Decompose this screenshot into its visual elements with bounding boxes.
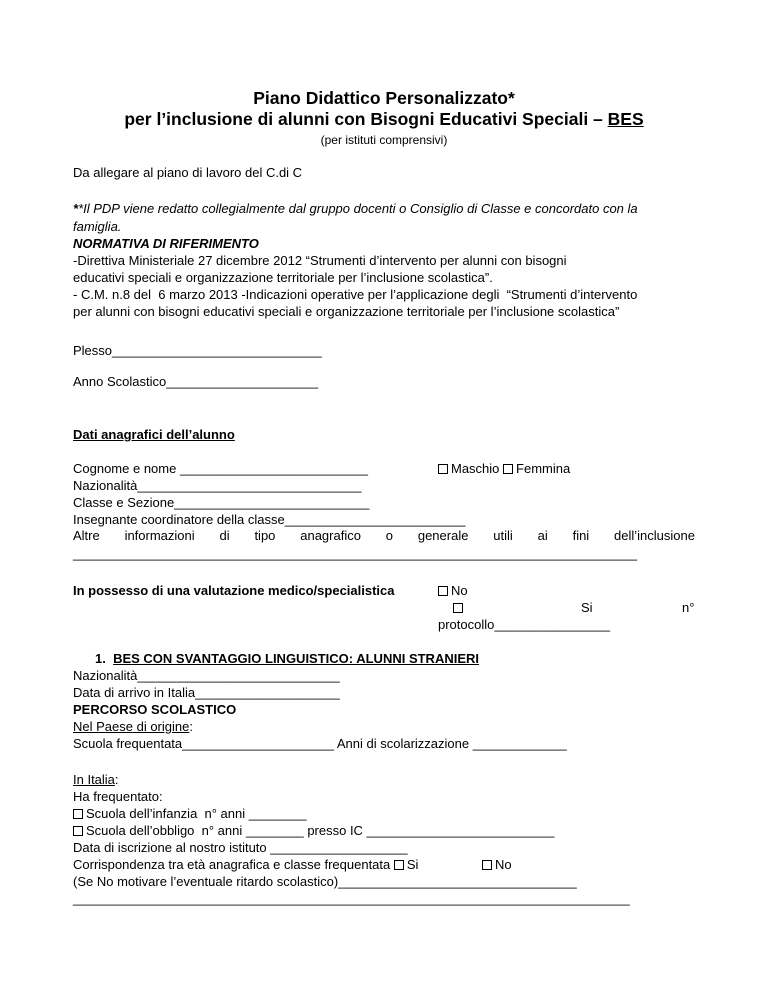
anno-scolastico-field[interactable]: Anno Scolastico_____________________ xyxy=(73,374,319,389)
infanzia-label: Scuola dell’infanzia n° anni ________ xyxy=(86,806,307,821)
in-italia-label xyxy=(73,771,119,788)
valutazione-label: In possesso di una valutazione medico/specialistica xyxy=(73,583,395,598)
normativa-item-1b: educativi speciali e organizzazione territoriale per l’inclusione scolastica”. xyxy=(73,270,493,285)
attach-note: Da allegare al piano di lavoro del C.di C xyxy=(73,165,303,180)
checkbox-femmina[interactable] xyxy=(503,464,513,474)
scuola-frequentata-field[interactable]: Scuola frequentata_____________________ Anni di scolarizzazione _____________ xyxy=(73,736,567,751)
motivare-field[interactable]: (Se No motivare l’eventuale ritardo scolastico)_________________________________ xyxy=(73,874,577,889)
normativa-item-1a: -Direttiva Ministeriale 27 dicembre 2012 “Strumenti d’intervento per alunni con bisogni xyxy=(73,253,567,268)
altre-informazioni-field[interactable]: ______________________________________________________________________________ xyxy=(73,546,637,561)
obbligo-row xyxy=(73,822,555,839)
paese-origine-text: Nel Paese di origine xyxy=(73,719,190,734)
normativa-item-2a: - C.M. n.8 del 6 marzo 2013 -Indicazioni operative per l’applicazione degli “Strumenti d’intervento xyxy=(73,287,638,302)
femmina-label: Femmina xyxy=(516,461,571,476)
section1-heading xyxy=(95,650,479,667)
no-label: No xyxy=(451,583,468,598)
asterisk: * xyxy=(73,201,79,216)
word: dell’inclusione xyxy=(614,528,695,543)
word: o xyxy=(385,528,394,543)
word: di xyxy=(219,528,230,543)
section-title: BES CON SVANTAGGIO LINGUISTICO: ALUNNI STRANIERI xyxy=(113,651,480,666)
word: ai xyxy=(537,528,548,543)
word: informazioni xyxy=(124,528,195,543)
subtitle-text: per l’inclusione di alunni con Bisogni Educativi Speciali – xyxy=(124,109,608,129)
corrispondenza-label: Corrispondenza tra età anagrafica e classe frequentata xyxy=(73,857,391,872)
nazionalita-field[interactable]: Nazionalità_______________________________ xyxy=(73,478,362,493)
data-arrivo-field[interactable]: Data di arrivo in Italia____________________ xyxy=(73,685,340,700)
normativa-heading: NORMATIVA DI RIFERIMENTO xyxy=(73,236,259,251)
ha-frequentato-label: Ha frequentato: xyxy=(73,789,163,804)
normativa-item-2b: per alunni con bisogni educativi speciali e organizzazione territoriale per l’inclusione scolastica” xyxy=(73,304,620,319)
motivare-continuation-line[interactable]: _____________________________________________________________________________ xyxy=(73,891,630,906)
s1-nazionalita-field[interactable]: Nazionalità____________________________ xyxy=(73,668,340,683)
pdp-note-line1 xyxy=(73,201,695,216)
word: fini xyxy=(572,528,590,543)
document-title: Piano Didattico Personalizzato* xyxy=(253,88,515,108)
word: anagrafico xyxy=(300,528,361,543)
colon: : xyxy=(114,772,119,787)
corrispondenza-row xyxy=(73,856,418,873)
word: generale xyxy=(417,528,469,543)
section-number: 1. xyxy=(95,651,106,666)
pdp-note-text: *Il PDP viene redatto collegialmente dal gruppo docenti o Consiglio di Classe e concordato con la xyxy=(78,201,638,216)
si-label: Si xyxy=(581,600,593,615)
numero-label: n° xyxy=(682,600,695,615)
protocollo-field[interactable]: protocollo________________ xyxy=(438,617,611,632)
word: utili xyxy=(493,528,513,543)
data-iscrizione-field[interactable]: Data di iscrizione al nostro istituto ___________________ xyxy=(73,840,408,855)
classe-field[interactable]: Classe e Sezione___________________________ xyxy=(73,495,370,510)
checkbox-obbligo[interactable] xyxy=(73,826,83,836)
pdp-note-line2: famiglia. xyxy=(73,219,122,234)
percorso-heading: PERCORSO SCOLASTICO xyxy=(73,702,237,717)
checkbox-si[interactable] xyxy=(453,599,466,616)
in-italia-text: In Italia xyxy=(73,772,115,787)
insegnante-field[interactable]: Insegnante coordinatore della classe_________________________ xyxy=(73,512,466,527)
plesso-field[interactable]: Plesso_____________________________ xyxy=(73,343,322,358)
corrispondenza-no xyxy=(482,856,512,873)
gender-options xyxy=(438,460,570,477)
bes-acronym: BES xyxy=(607,109,644,129)
checkbox-infanzia[interactable] xyxy=(73,809,83,819)
checkbox-corrispondenza-no[interactable] xyxy=(482,860,492,870)
school-type-note: (per istituti comprensivi) xyxy=(320,133,448,147)
checkbox-maschio[interactable] xyxy=(438,464,448,474)
cognome-field[interactable]: Cognome e nome __________________________ xyxy=(73,461,368,476)
checkbox-si-box[interactable] xyxy=(453,603,463,613)
document-subtitle-line xyxy=(0,107,768,131)
checkbox-no[interactable] xyxy=(438,586,448,596)
valutazione-no xyxy=(438,582,468,599)
colon: : xyxy=(189,719,193,734)
checkbox-corrispondenza-si[interactable] xyxy=(394,860,404,870)
word: Altre xyxy=(73,528,100,543)
word: tipo xyxy=(254,528,276,543)
altre-informazioni-row xyxy=(73,528,695,543)
no-label: No xyxy=(495,857,512,872)
infanzia-row xyxy=(73,805,307,822)
obbligo-label: Scuola dell’obbligo n° anni ________ presso IC __________________________ xyxy=(86,823,555,838)
anagrafica-heading: Dati anagrafici dell’alunno xyxy=(73,427,235,442)
paese-origine-label xyxy=(73,718,193,735)
maschio-label: Maschio xyxy=(451,461,500,476)
si-label: Si xyxy=(406,857,419,872)
